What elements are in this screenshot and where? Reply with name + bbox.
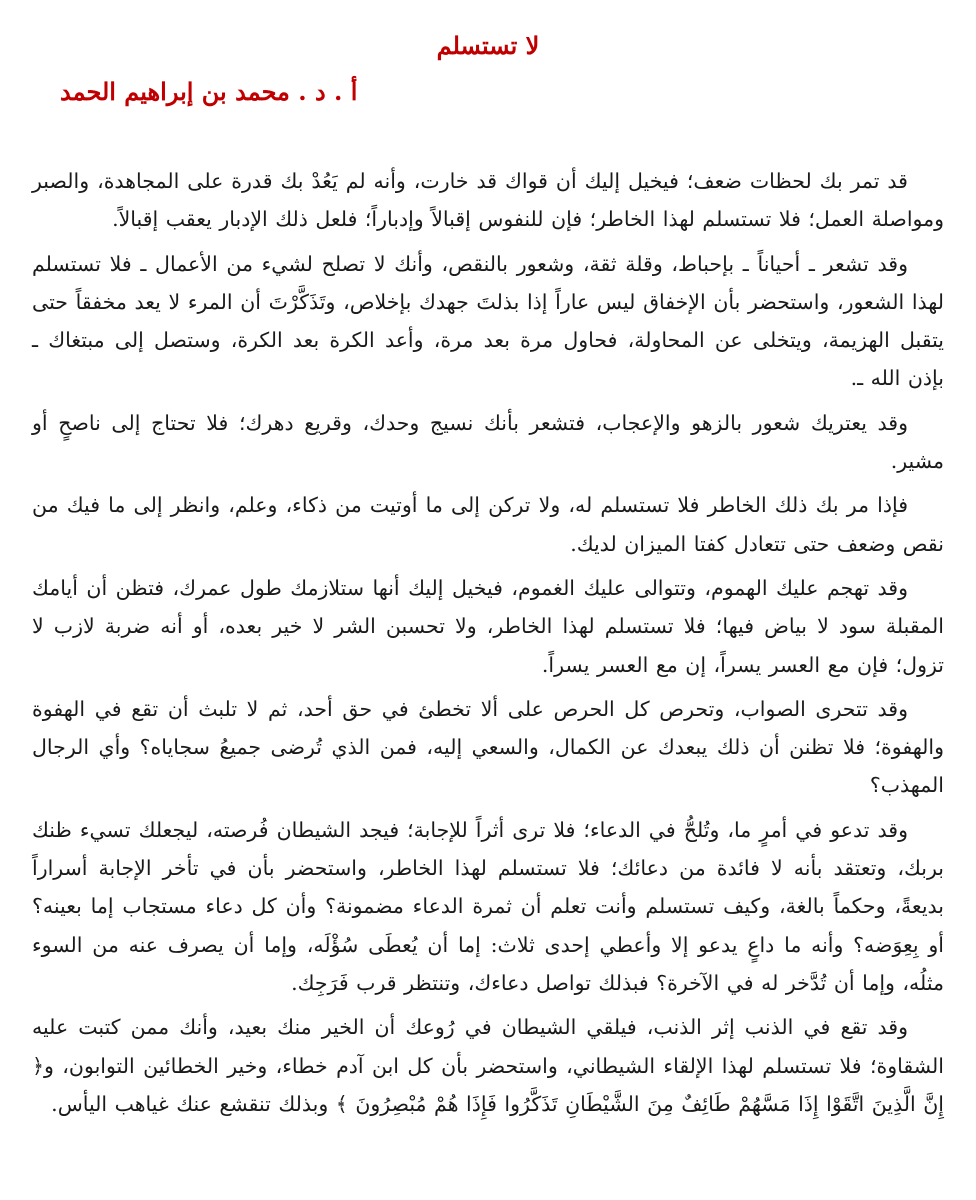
article-body <box>32 162 944 1129</box>
paragraph: وقد تدعو في أمرٍ ما، وتُلحُّ في الدعاء؛ فلا ترى أثراً للإجابة؛ فيجد الشيطان فُرصته، ليجعلك تسيء ظنك بربك، وتعتقد بأنه لا فائدة من دعائك؛ فلا تستسلم لهذا الخاطر، واستحضر بأن في تأخر الإجابة أسراراً بديعةً، وحكماً بالغة، وكيف تستسلم وأنت تعلم أن ثمرة الدعاء مضمونة؟ وأن كل دعاء مستجاب إما بعينه؟ أو بِعِوَضه؟ وأنه ما داعٍ يدعو إلا وأعطي إحدى ثلاث: إما أن يُعطَى سُؤْلَه، وإما أن يصرف عنه من السوء مثلُه، وإما أن تُدَّخر له في الآخرة؟ فبذلك تواصل دعاءك، وتنتظر قرب فَرَجِك. <box>32 817 944 995</box>
paragraph: قد تمر بك لحظات ضعف؛ فيخيل إليك أن قواك قد خارت، وأنه لم يَعُدْ بك قدرة على المجاهدة، والصبر ومواصلة العمل؛ فلا تستسلم لهذا الخاطر؛ فإن للنفوس إقبالاً وإدباراً؛ فلعل ذلك الإدبار يعقب إقبالاً. <box>32 169 944 232</box>
paragraph: وقد تشعر ـ أحياناً ـ بإحباط، وقلة ثقة، وشعور بالنقص، وأنك لا تصلح لشيء من الأعمال ـ فلا تستسلم لهذا الشعور، واستحضر بأن الإخفاق ليس عاراً إذا بذلتَ جهدك بإخلاص، وتَذَكَّرْتَ أن المرء لا يعد مخفقاً حتى يتقبل الهزيمة، ويتخلى عن المحاولة، فحاول مرة بعد مرة، وأعد الكرة بعد الكرة، وستصل إلى مبتغاك ـ بإذن الله ـ. <box>32 251 944 391</box>
paragraph: وقد تهجم عليك الهموم، وتتوالى عليك الغموم، فيخيل إليك أنها ستلازمك طول عمرك، فتظن أن أيامك المقبلة سود لا بياض فيها؛ فلا تستسلم لهذا الخاطر، ولا تحسبن الشر لا خير بعده، أو أنه ضربة لازب لا تزول؛ فإن مع العسر يسراً، إن مع العسر يسراً. <box>32 575 944 677</box>
author-name: أ . د . محمد بن إبراهيم الحمد <box>60 77 358 106</box>
article-title: لا تستسلم <box>436 31 540 60</box>
paragraph: فإذا مر بك ذلك الخاطر فلا تستسلم له، ولا تركن إلى ما أوتيت من ذكاء، وعلم، وانظر إلى ما فيك من نقص وضعف حتى تتعادل كفتا الميزان لديك. <box>32 493 944 556</box>
paragraph: وقد يعتريك شعور بالزهو والإعجاب، فتشعر بأنك نسيج وحدك، وقريع دهرك؛ فلا تحتاج إلى ناصحٍ أو مشير. <box>32 410 944 474</box>
paragraph: وقد تتحرى الصواب، وتحرص كل الحرص على ألا تخطئ في حق أحد، ثم لا تلبث أن تقع في الهفوة والهفوة؛ فلا تظنن أن ذلك يبعدك عن الكمال، والسعي إليه، فمن الذي تُرضى جميعُ سجاياه؟ وأي الرجال المهذب؟ <box>32 696 944 798</box>
paragraph: وقد تقع في الذنب إثر الذنب، فيلقي الشيطان في رُوعك أن الخير منك بعيد، وأنك ممن كتبت عليه الشقاوة؛ فلا تستسلم لهذا الإلقاء الشيطاني، واستحضر بأن كل ابن آدم خطاء، وخير الخطائين التوابون، و﴿ إِنَّ الَّذِينَ اتَّقَوْا إِذَا مَسَّهُمْ طَائِفٌ مِنَ الشَّيْطَانِ تَذَكَّرُوا فَإِذَا هُمْ مُبْصِرُونَ ﴾ وبذلك تنقشع عنك غياهب اليأس. <box>32 1015 944 1116</box>
